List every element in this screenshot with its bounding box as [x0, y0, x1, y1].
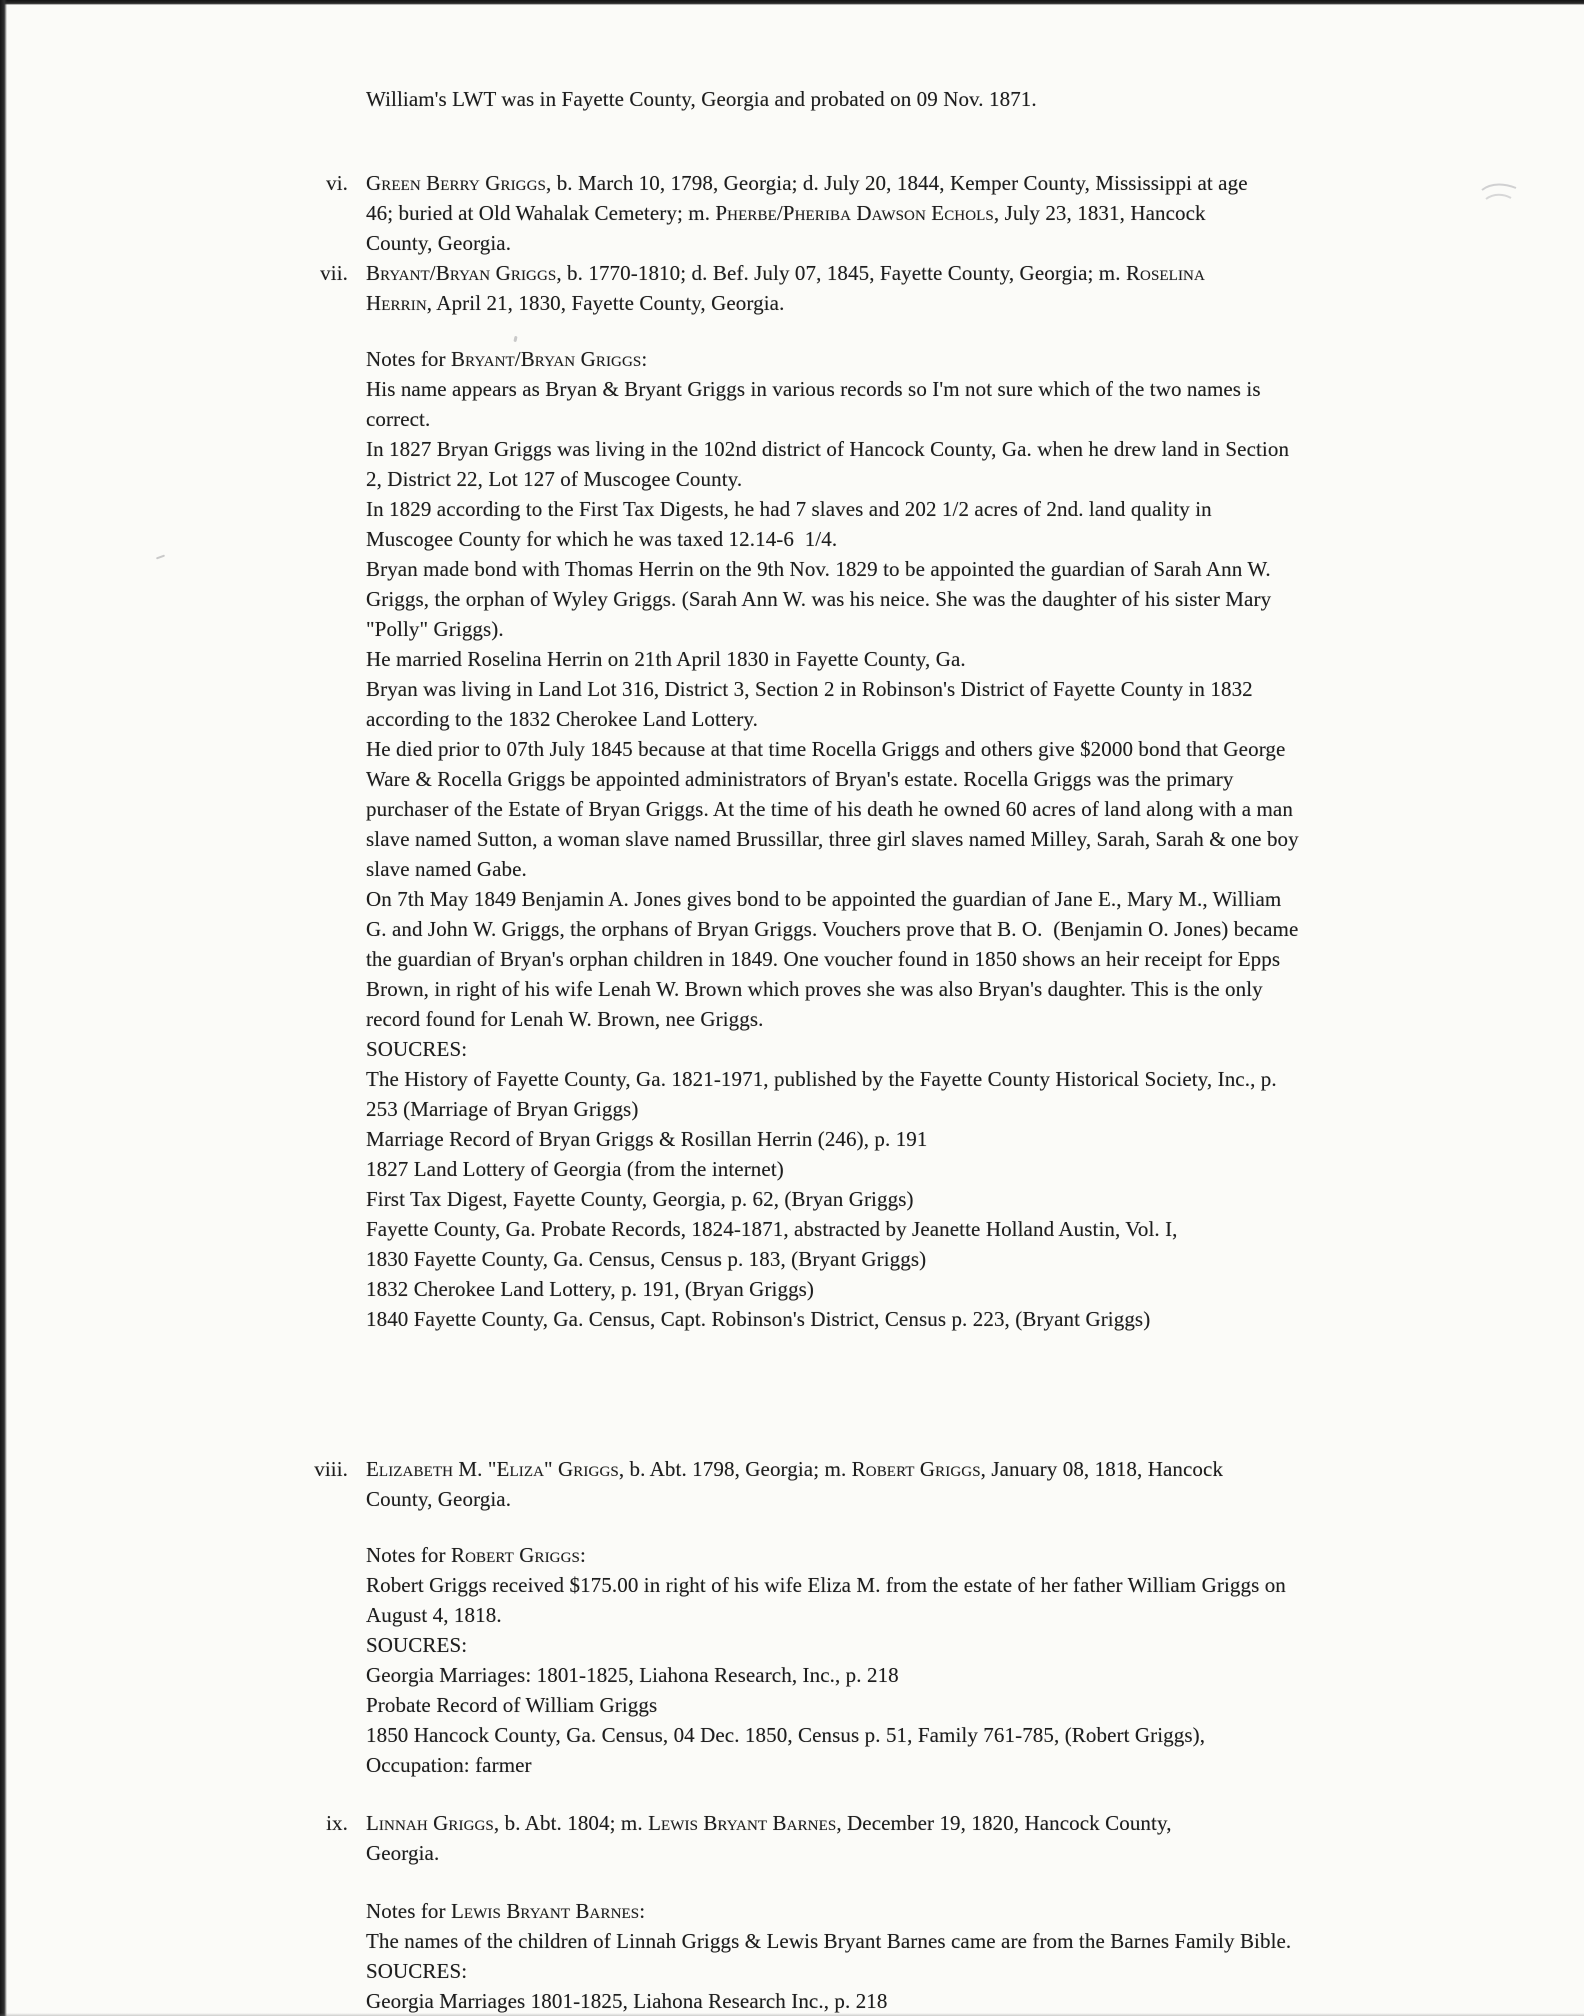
list-item-number: ix. [326, 1811, 348, 1835]
text-segment: , July 23, 1831, Hancock [993, 201, 1206, 225]
person-name: Bryant/Bryan Griggs [450, 347, 642, 371]
text-segment: August 4, 1818. [366, 1603, 502, 1627]
text-segment: SOUCRES: [366, 1037, 468, 1061]
text-segment: County, Georgia. [366, 1487, 512, 1511]
person-name: Herrin [366, 291, 427, 315]
text-line [366, 434, 1299, 464]
child-entry-ix-linnah-griggs [326, 1808, 1172, 1868]
text-segment: On 7th May 1849 Benjamin A. Jones gives bond to be appointed the guardian of Jane E., Mary M., William [366, 887, 1282, 911]
text-segment: "Polly" Griggs). [366, 617, 504, 641]
child-entry-vi-green-berry-griggs [326, 168, 1248, 258]
text-segment: 1832 Cherokee Land Lottery, p. 191, (Bryan Griggs) [366, 1277, 815, 1301]
text-segment: Griggs, the orphan of Wyley Griggs. (Sarah Ann W. was his neice. She was the daughter of his sister Mary [366, 587, 1272, 611]
text-line [366, 1004, 1299, 1034]
person-name: Lewis Bryant Barnes [450, 1899, 640, 1923]
text-segment: Occupation: farmer [366, 1753, 532, 1777]
text-segment: Georgia. [366, 1841, 440, 1865]
text-segment: His name appears as Bryan & Bryant Griggs in various records so I'm not sure which of the two names is [366, 377, 1261, 401]
text-line [366, 734, 1299, 764]
list-item-number: vi. [326, 171, 348, 195]
text-segment: , b. Abt. 1804; m. [493, 1811, 649, 1835]
text-line [366, 374, 1299, 404]
text-segment: 1840 Fayette County, Ga. Census, Capt. Robinson's District, Census p. 223, (Bryant Griggs) [366, 1307, 1151, 1331]
text-segment: Muscogee County for which he was taxed 12.14-6 1/4. [366, 527, 838, 551]
person-name: Lewis Bryant Barnes [648, 1811, 837, 1835]
text-segment: He died prior to 07th July 1845 because at that time Rocella Griggs and others give $2000 bond that George [366, 737, 1286, 761]
text-segment: In 1829 according to the First Tax Digests, he had 7 slaves and 202 1/2 acres of 2nd. land quality in [366, 497, 1212, 521]
text-line [366, 1124, 1299, 1154]
text-segment: , December 19, 1820, Hancock County, [836, 1811, 1172, 1835]
text-line [366, 1896, 1291, 1926]
text-line [366, 1304, 1299, 1334]
text-line [366, 1540, 1286, 1570]
scan-edge-left [0, 0, 7, 2016]
text-line [366, 404, 1299, 434]
text-line [366, 1184, 1299, 1214]
text-segment: , April 21, 1830, Fayette County, Georgia. [426, 291, 785, 315]
text-line [366, 1570, 1286, 1600]
text-segment: Marriage Record of Bryan Griggs & Rosillan Herrin (246), p. 191 [366, 1127, 928, 1151]
text-line [366, 1956, 1291, 1986]
text-segment: slave named Gabe. [366, 857, 527, 881]
text-line [366, 914, 1299, 944]
text-line [366, 1214, 1299, 1244]
text-segment: correct. [366, 407, 431, 431]
notes-bryant-bryan-griggs [366, 344, 1299, 1334]
text-line [366, 524, 1299, 554]
text-line [366, 84, 1037, 114]
person-name: Robert Griggs [450, 1543, 580, 1567]
text-segment: Georgia Marriages 1801-1825, Liahona Research Inc., p. 218 [366, 1989, 888, 2013]
text-line [366, 1690, 1286, 1720]
text-line [366, 1720, 1286, 1750]
pencil-mark [1478, 172, 1522, 216]
paragraph-william-lwt [366, 84, 1037, 114]
text-line [366, 494, 1299, 524]
person-name: Roselina [1125, 261, 1205, 285]
scan-edge-top [0, 0, 1584, 5]
text-line [366, 764, 1299, 794]
text-line [366, 464, 1299, 494]
text-segment: Robert Griggs received $175.00 in right of his wife Eliza M. from the estate of her father William Griggs on [366, 1573, 1286, 1597]
text-line [366, 1274, 1299, 1304]
text-segment: Bryan was living in Land Lot 316, District 3, Section 2 in Robinson's District of Fayette County in 1832 [366, 677, 1253, 701]
text-segment: 2, District 22, Lot 127 of Muscogee County. [366, 467, 743, 491]
text-segment: Brown, in right of his wife Lenah W. Brown which proves she was also Bryan's daughter. This is the only [366, 977, 1263, 1001]
text-segment: : [579, 1543, 586, 1567]
text-segment: William's LWT was in Fayette County, Georgia and probated on 09 Nov. 1871. [366, 87, 1037, 111]
text-segment: First Tax Digest, Fayette County, Georgia, p. 62, (Bryan Griggs) [366, 1187, 914, 1211]
person-name: Bryant/Bryan Griggs [366, 261, 557, 285]
text-line [366, 168, 1248, 198]
text-segment: slave named Sutton, a woman slave named Brussillar, three girl slaves named Milley, Sarah, Sarah & one boy [366, 827, 1299, 851]
text-segment: , b. March 10, 1798, Georgia; d. July 20, 1844, Kemper County, Mississippi at age [546, 171, 1248, 195]
text-line [366, 644, 1299, 674]
scan-speck [513, 336, 517, 342]
text-segment: Probate Record of William Griggs [366, 1693, 658, 1717]
child-entry-vii-bryant-bryan-griggs [320, 258, 1205, 318]
text-line [366, 854, 1299, 884]
text-segment: , b. 1770-1810; d. Bef. July 07, 1845, Fayette County, Georgia; m. [556, 261, 1126, 285]
text-line [366, 1244, 1299, 1274]
person-name: Elizabeth M. "Eliza" Griggs [366, 1457, 619, 1481]
text-segment: Notes for [366, 1899, 451, 1923]
text-line [366, 344, 1299, 374]
text-segment: 46; buried at Old Wahalak Cemetery; m. [366, 201, 716, 225]
list-item-number: viii. [314, 1457, 348, 1481]
text-line [366, 944, 1299, 974]
text-line [366, 1154, 1299, 1184]
text-segment: Notes for [366, 347, 451, 371]
text-line [366, 1454, 1223, 1484]
child-entry-viii-elizabeth-griggs [314, 1454, 1224, 1514]
text-segment: the guardian of Bryan's orphan children in 1849. One voucher found in 1850 shows an heir receipt for Epps [366, 947, 1281, 971]
list-item-number: vii. [320, 261, 348, 285]
text-line [366, 288, 1205, 318]
text-segment: The names of the children of Linnah Griggs & Lewis Bryant Barnes came are from the Barnes Family Bible. [366, 1929, 1292, 1953]
text-segment: G. and John W. Griggs, the orphans of Bryan Griggs. Vouchers prove that B. O. (Benjamin O. Jones) became [366, 917, 1299, 941]
notes-lewis-bryant-barnes [366, 1896, 1291, 2016]
text-line [366, 258, 1205, 288]
person-name: Pherbe/Pheriba Dawson Echols [715, 201, 994, 225]
text-segment: Notes for [366, 1543, 451, 1567]
text-line [366, 974, 1299, 1004]
text-line [366, 614, 1299, 644]
notes-robert-griggs [366, 1540, 1286, 1780]
text-line [366, 1986, 1291, 2016]
text-line [366, 554, 1299, 584]
text-segment: SOUCRES: [366, 1959, 468, 1983]
text-segment: Georgia Marriages: 1801-1825, Liahona Research, Inc., p. 218 [366, 1663, 899, 1687]
person-name: Green Berry Griggs [366, 171, 546, 195]
text-line [366, 1660, 1286, 1690]
text-line [366, 1926, 1291, 1956]
text-line [366, 198, 1248, 228]
person-name: Robert Griggs [851, 1457, 981, 1481]
text-line [366, 584, 1299, 614]
text-line [366, 1600, 1286, 1630]
text-segment: Bryan made bond with Thomas Herrin on the 9th Nov. 1829 to be appointed the guardian of Sarah Ann W. [366, 557, 1271, 581]
text-segment: Fayette County, Ga. Probate Records, 1824-1871, abstracted by Jeanette Holland Austin, Vol. I, [366, 1217, 1178, 1241]
text-line [366, 674, 1299, 704]
text-line [366, 794, 1299, 824]
text-segment: The History of Fayette County, Ga. 1821-1971, published by the Fayette County Historical Society, Inc., p. [366, 1067, 1277, 1091]
text-segment: 1830 Fayette County, Ga. Census, Census p. 183, (Bryant Griggs) [366, 1247, 927, 1271]
text-line [366, 1034, 1299, 1064]
text-segment: : [639, 1899, 646, 1923]
text-segment: 253 (Marriage of Bryan Griggs) [366, 1097, 639, 1121]
text-line [366, 1808, 1172, 1838]
text-segment: , b. Abt. 1798, Georgia; m. [618, 1457, 852, 1481]
text-line [366, 1094, 1299, 1124]
text-segment: , January 08, 1818, Hancock [980, 1457, 1224, 1481]
person-name: Linnah Griggs [366, 1811, 494, 1835]
text-line [366, 1838, 1172, 1868]
text-line [366, 704, 1299, 734]
text-segment: In 1827 Bryan Griggs was living in the 102nd district of Hancock County, Ga. when he drew land in Section [366, 437, 1290, 461]
text-segment: record found for Lenah W. Brown, nee Griggs. [366, 1007, 764, 1031]
text-line [366, 1064, 1299, 1094]
text-line [366, 228, 1248, 258]
text-line [366, 1630, 1286, 1660]
text-segment: : [641, 347, 648, 371]
text-segment: according to the 1832 Cherokee Land Lottery. [366, 707, 758, 731]
text-segment: 1850 Hancock County, Ga. Census, 04 Dec. 1850, Census p. 51, Family 761-785, (Robert Griggs), [366, 1723, 1206, 1747]
text-line [366, 824, 1299, 854]
text-segment: He married Roselina Herrin on 21th April 1830 in Fayette County, Ga. [366, 647, 966, 671]
text-segment: purchaser of the Estate of Bryan Griggs. At the time of his death he owned 60 acres of land along with a man [366, 797, 1293, 821]
text-segment: Ware & Rocella Griggs be appointed administrators of Bryan's estate. Rocella Griggs was the primary [366, 767, 1234, 791]
text-segment: 1827 Land Lottery of Georgia (from the internet) [366, 1157, 784, 1181]
text-line [366, 1484, 1223, 1514]
text-segment: SOUCRES: [366, 1633, 468, 1657]
text-segment: County, Georgia. [366, 231, 512, 255]
scan-speck [156, 555, 165, 560]
text-line [366, 884, 1299, 914]
text-line [366, 1750, 1286, 1780]
